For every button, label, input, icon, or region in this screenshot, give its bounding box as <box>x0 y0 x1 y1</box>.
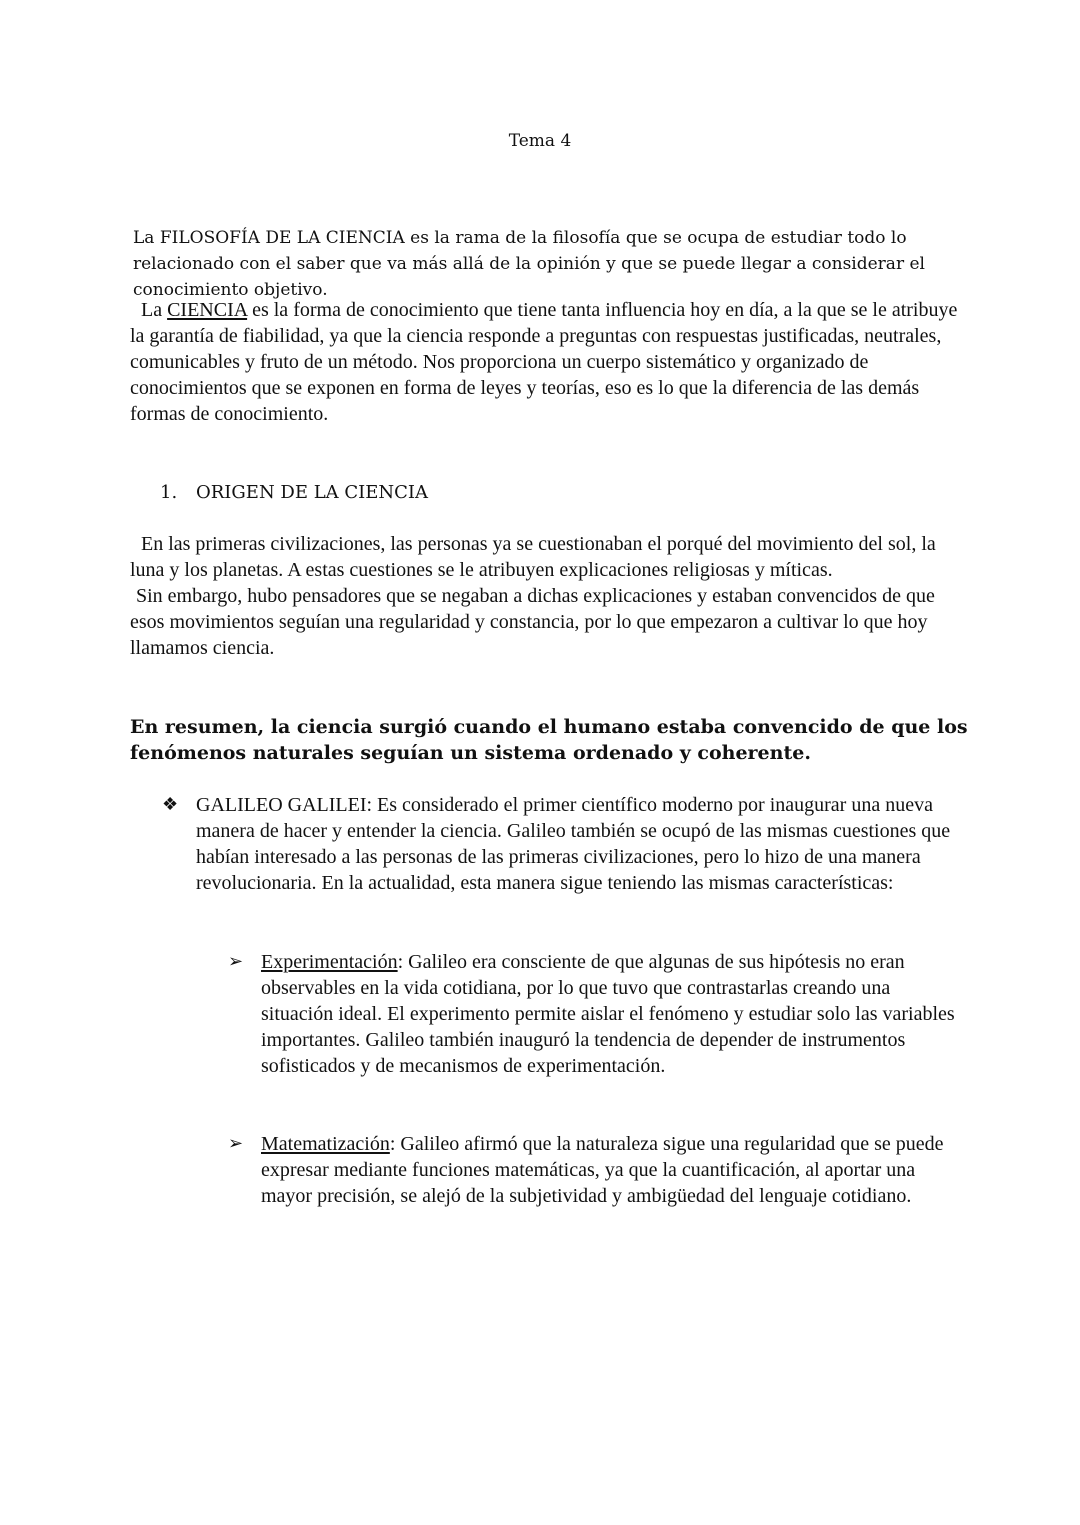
ciencia-text: es la forma de conocimiento que tiene tanta influencia hoy en día, a la que se le atribuye la garantía de fiabilidad, ya que la ciencia responde a preguntas con respuestas justificadas, neutrales, comunicables y fruto de un método. Nos proporciona un cuerpo sistemático y organizado de conocimientos que se exponen en forma de leyes y teorías, eso es lo que la diferencia de las demás formas de conocimiento. <box>130 299 958 425</box>
section-title: ORIGEN DE LA CIENCIA <box>196 482 429 503</box>
origen-paragraph-2: Sin embargo, hubo pensadores que se negaban a dichas explicaciones y estaban convencidos de que esos movimientos seguían una regularidad y constancia, por lo que empezaron a cultivar lo que hoy llamamos ciencia. <box>130 585 935 659</box>
galileo-paragraph: GALILEO GALILEI: Es considerado el primer científico moderno por inaugurar una nueva manera de hacer y entender la ciencia. Galileo también se ocupó de las mismas cuestiones que habían interesado a las personas de las primeras civilizaciones, pero lo hizo de una manera revolucionaria. En la actualidad, esta manera sigue teniendo las mismas características: <box>196 794 951 894</box>
section-heading <box>160 480 860 506</box>
origen-paragraph-1: En las primeras civilizaciones, las personas ya se cuestionaban el porqué del movimiento del sol, la luna y los planetas. A estas cuestiones se le atribuyen explicaciones religiosas y míticas. <box>130 533 936 581</box>
section-number: 1. <box>160 482 178 503</box>
ciencia-term: CIENCIA <box>167 299 248 321</box>
page-title: Tema 4 <box>508 131 572 151</box>
experimentacion-item <box>261 949 961 1079</box>
summary-paragraph: En resumen, la ciencia surgió cuando el humano estaba convencido de que los fenómenos naturales seguían un sistema ordenado y coherente. <box>130 716 968 764</box>
origen-paragraphs <box>130 531 970 661</box>
experimentacion-term: Experimentación <box>261 951 398 973</box>
diamond-bullet-icon: ❖ <box>162 794 179 815</box>
intro-text: es la rama de la filosofía que se ocupa de estudiar todo lo relacionado con el saber que va más allá de la opinión y que se puede llegar a considerar el conocimiento objetivo. <box>133 228 925 300</box>
matematizacion-term: Matematización <box>261 1133 390 1155</box>
ciencia-paragraph <box>130 297 970 427</box>
arrow-bullet-icon: ➢ <box>228 951 244 972</box>
arrow-bullet-icon: ➢ <box>228 1133 244 1154</box>
intro-paragraph <box>133 225 968 303</box>
matematizacion-item <box>261 1131 961 1209</box>
matematizacion-text: : Galileo afirmó que la naturaleza sigue una regularidad que se puede expresar mediante funciones matemáticas, ya que la cuantificación, al aportar una mayor precisión, se alejó de la subjetividad y ambigüedad del lenguaje cotidiano. <box>261 1133 944 1207</box>
ciencia-lead: La <box>141 299 168 321</box>
experimentacion-text: : Galileo era consciente de que algunas de sus hipótesis no eran observables en la vida cotidiana, por lo que tuvo que contrastarlas creando una situación ideal. El experimento permite aislar el fenómeno y estudiar solo las variables importantes. Galileo también inauguró la tendencia de depender de instrumentos sofisticados y de mecanismos de experimentación. <box>261 951 955 1077</box>
intro-term: La FILOSOFÍA DE LA CIENCIA <box>133 228 405 248</box>
